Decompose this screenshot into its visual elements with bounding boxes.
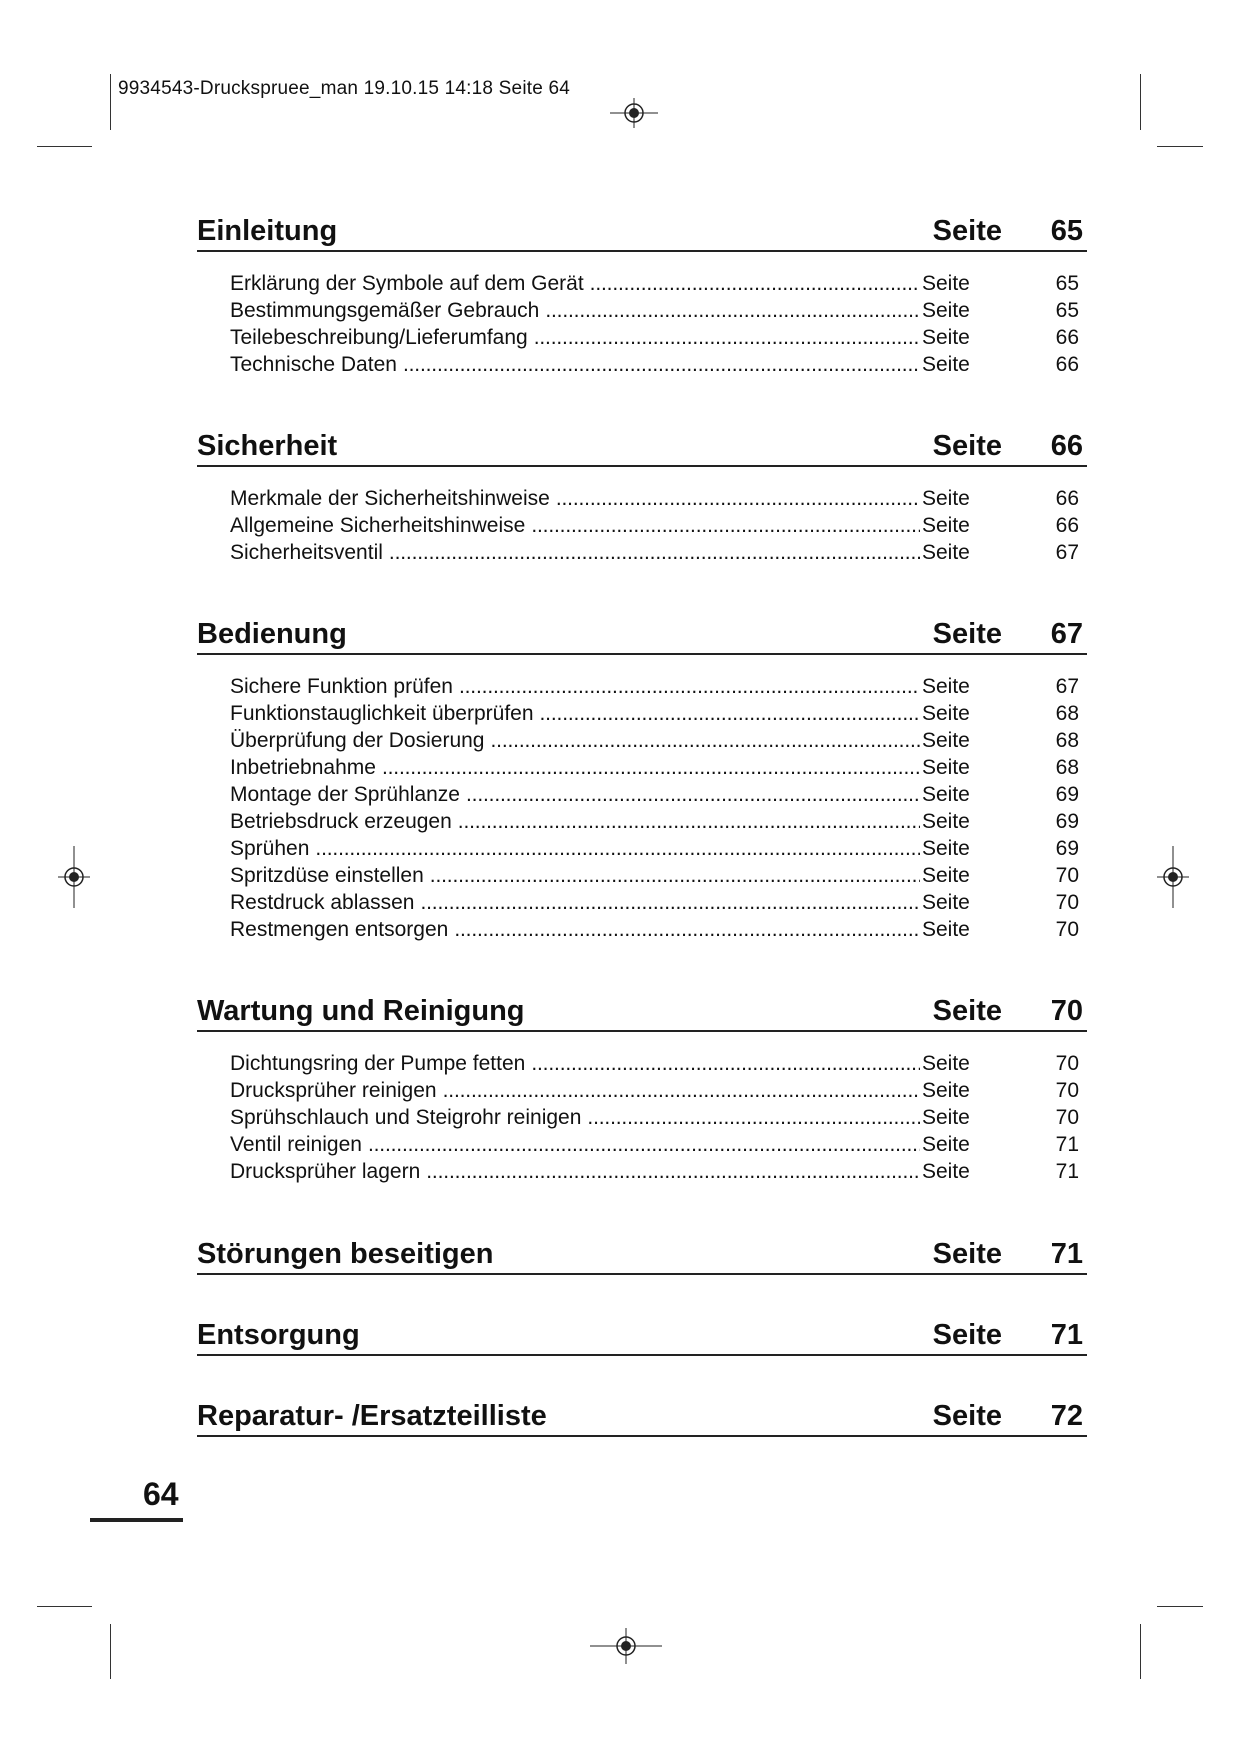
entry-page-number: 67 xyxy=(1055,675,1079,698)
entry-title: Dichtungsring der Pumpe fetten xyxy=(230,1052,526,1075)
section-seite-label: Seite xyxy=(932,1238,1002,1270)
toc-section xyxy=(197,1391,1087,1437)
entry-title: Restdruck ablassen xyxy=(230,891,415,914)
entry-title: Funktionstauglichkeit überprüfen xyxy=(230,702,534,725)
entry-page-number: 66 xyxy=(1055,326,1079,349)
dot-leader xyxy=(420,889,920,916)
entry-title: Restmengen entsorgen xyxy=(230,918,449,941)
toc-section-heading[interactable] xyxy=(197,609,1087,655)
section-page-number: 71 xyxy=(1050,1319,1083,1351)
toc-entry[interactable] xyxy=(230,1104,1087,1131)
registration-mark-icon xyxy=(58,846,90,908)
section-seite-label: Seite xyxy=(932,995,1002,1027)
entry-page-number: 70 xyxy=(1055,864,1079,887)
entry-seite-label: Seite xyxy=(922,783,970,806)
toc-entry[interactable] xyxy=(230,889,1087,916)
toc-entry[interactable] xyxy=(230,1050,1087,1077)
toc-section-heading[interactable] xyxy=(197,206,1087,252)
registration-mark-icon xyxy=(610,98,658,128)
entry-seite-label: Seite xyxy=(922,1106,970,1129)
toc-section xyxy=(197,421,1087,566)
entry-page-number: 70 xyxy=(1055,891,1079,914)
entry-title: Bestimmungsgemäßer Gebrauch xyxy=(230,299,540,322)
entry-title: Technische Daten xyxy=(230,353,397,376)
toc-section-heading[interactable] xyxy=(197,986,1087,1032)
entry-title: Sprühen xyxy=(230,837,310,860)
section-title: Entsorgung xyxy=(197,1319,360,1351)
entry-title: Merkmale der Sicherheitshinweise xyxy=(230,487,550,510)
entry-seite-label: Seite xyxy=(922,837,970,860)
page-number: 64 xyxy=(143,1476,179,1512)
section-page-number: 66 xyxy=(1050,430,1083,462)
dot-leader xyxy=(534,324,920,351)
entry-page-number: 70 xyxy=(1055,918,1079,941)
dot-leader xyxy=(590,270,920,297)
entry-page-number: 68 xyxy=(1055,702,1079,725)
crop-mark xyxy=(1140,1624,1141,1679)
section-title: Sicherheit xyxy=(197,430,338,462)
entry-seite-label: Seite xyxy=(922,891,970,914)
section-page-number: 71 xyxy=(1050,1238,1083,1270)
dot-leader xyxy=(459,673,920,700)
toc-section xyxy=(197,1310,1087,1356)
entry-page-number: 66 xyxy=(1055,514,1079,537)
dot-leader xyxy=(403,351,920,378)
dot-leader xyxy=(556,485,920,512)
entry-page-number: 69 xyxy=(1055,837,1079,860)
toc-entry[interactable] xyxy=(230,727,1087,754)
entry-seite-label: Seite xyxy=(922,1079,970,1102)
section-title: Störungen beseitigen xyxy=(197,1238,494,1270)
entry-seite-label: Seite xyxy=(922,1160,970,1183)
dot-leader xyxy=(531,512,920,539)
entry-seite-label: Seite xyxy=(922,299,970,322)
entry-seite-label: Seite xyxy=(922,702,970,725)
entry-title: Inbetriebnahme xyxy=(230,756,376,779)
toc-entry[interactable] xyxy=(230,1131,1087,1158)
dot-leader xyxy=(490,727,920,754)
dot-leader xyxy=(454,916,920,943)
toc-entries xyxy=(197,1032,1087,1185)
print-slug: 9934543-Druckspruee_man 19.10.15 14:18 Seite 64 xyxy=(118,78,570,99)
entry-page-number: 70 xyxy=(1055,1052,1079,1075)
section-title: Einleitung xyxy=(197,215,338,247)
section-title: Wartung und Reinigung xyxy=(197,995,525,1027)
dot-leader xyxy=(430,862,920,889)
section-seite-label: Seite xyxy=(932,430,1002,462)
entry-seite-label: Seite xyxy=(922,353,970,376)
entry-title: Spritzdüse einstellen xyxy=(230,864,424,887)
entry-seite-label: Seite xyxy=(922,326,970,349)
toc-entries xyxy=(197,252,1087,378)
toc-entry[interactable] xyxy=(230,808,1087,835)
toc-entry[interactable] xyxy=(230,1077,1087,1104)
section-title: Reparatur- /Ersatzteilliste xyxy=(197,1400,547,1432)
entry-title: Sicherheitsventil xyxy=(230,541,383,564)
toc-entry[interactable] xyxy=(230,781,1087,808)
entry-page-number: 69 xyxy=(1055,810,1079,833)
section-seite-label: Seite xyxy=(932,1319,1002,1351)
crop-mark xyxy=(110,74,111,130)
entry-seite-label: Seite xyxy=(922,487,970,510)
dot-leader xyxy=(382,754,920,781)
toc-entry[interactable] xyxy=(230,835,1087,862)
crop-mark xyxy=(37,1606,92,1607)
toc-section-heading[interactable] xyxy=(197,1391,1087,1437)
page-number-rule xyxy=(90,1518,183,1522)
toc-section-heading[interactable] xyxy=(197,1310,1087,1356)
toc-entries xyxy=(197,655,1087,943)
dot-leader xyxy=(315,835,920,862)
section-title: Bedienung xyxy=(197,618,347,650)
entry-title: Allgemeine Sicherheitshinweise xyxy=(230,514,526,537)
toc-entry[interactable] xyxy=(230,324,1087,351)
entry-page-number: 66 xyxy=(1055,487,1079,510)
dot-leader xyxy=(458,808,920,835)
toc-entry[interactable] xyxy=(230,485,1087,512)
entry-page-number: 70 xyxy=(1055,1079,1079,1102)
entry-seite-label: Seite xyxy=(922,1133,970,1156)
entry-seite-label: Seite xyxy=(922,514,970,537)
toc-entry[interactable] xyxy=(230,1158,1087,1185)
dot-leader xyxy=(587,1104,920,1131)
entry-title: Drucksprüher lagern xyxy=(230,1160,421,1183)
entry-seite-label: Seite xyxy=(922,675,970,698)
dot-leader xyxy=(443,1077,920,1104)
entry-title: Montage der Sprühlanze xyxy=(230,783,460,806)
entry-page-number: 71 xyxy=(1055,1160,1079,1183)
entry-seite-label: Seite xyxy=(922,1052,970,1075)
entry-seite-label: Seite xyxy=(922,918,970,941)
entry-title: Teilebeschreibung/Lieferumfang xyxy=(230,326,528,349)
crop-mark xyxy=(1157,1606,1203,1607)
toc-entry[interactable] xyxy=(230,673,1087,700)
dot-leader xyxy=(368,1131,920,1158)
entry-seite-label: Seite xyxy=(922,756,970,779)
toc-entry[interactable] xyxy=(230,351,1087,378)
entry-page-number: 70 xyxy=(1055,1106,1079,1129)
toc-entries xyxy=(197,467,1087,566)
entry-title: Sprühschlauch und Steigrohr reinigen xyxy=(230,1106,582,1129)
entry-title: Ventil reinigen xyxy=(230,1133,362,1156)
entry-seite-label: Seite xyxy=(922,729,970,752)
entry-page-number: 69 xyxy=(1055,783,1079,806)
dot-leader xyxy=(545,297,920,324)
crop-mark xyxy=(110,1624,111,1679)
entry-title: Sichere Funktion prüfen xyxy=(230,675,453,698)
crop-mark xyxy=(1157,146,1203,147)
dot-leader xyxy=(426,1158,920,1185)
entry-page-number: 68 xyxy=(1055,756,1079,779)
section-seite-label: Seite xyxy=(932,215,1002,247)
entry-seite-label: Seite xyxy=(922,541,970,564)
section-page-number: 72 xyxy=(1050,1400,1083,1432)
dot-leader xyxy=(389,539,920,566)
crop-mark xyxy=(1140,74,1141,130)
toc-entry[interactable] xyxy=(230,297,1087,324)
toc-section xyxy=(197,986,1087,1185)
registration-mark-icon xyxy=(590,1628,662,1664)
section-seite-label: Seite xyxy=(932,1400,1002,1432)
entry-title: Betriebsdruck erzeugen xyxy=(230,810,452,833)
entry-page-number: 67 xyxy=(1055,541,1079,564)
toc-section xyxy=(197,1229,1087,1275)
toc-entry[interactable] xyxy=(230,916,1087,943)
registration-mark-icon xyxy=(1157,846,1189,908)
section-page-number: 67 xyxy=(1050,618,1083,650)
dot-leader xyxy=(540,700,920,727)
entry-title: Drucksprüher reinigen xyxy=(230,1079,437,1102)
entry-page-number: 71 xyxy=(1055,1133,1079,1156)
dot-leader xyxy=(531,1050,920,1077)
section-seite-label: Seite xyxy=(932,618,1002,650)
toc-entry[interactable] xyxy=(230,862,1087,889)
entry-page-number: 66 xyxy=(1055,353,1079,376)
toc-section xyxy=(197,609,1087,943)
section-page-number: 70 xyxy=(1050,995,1083,1027)
entry-page-number: 68 xyxy=(1055,729,1079,752)
entry-seite-label: Seite xyxy=(922,864,970,887)
toc-section-heading[interactable] xyxy=(197,1229,1087,1275)
toc-entry[interactable] xyxy=(230,512,1087,539)
toc-entry[interactable] xyxy=(230,270,1087,297)
dot-leader xyxy=(466,781,920,808)
entry-seite-label: Seite xyxy=(922,272,970,295)
toc-section-heading[interactable] xyxy=(197,421,1087,467)
toc-section xyxy=(197,206,1087,378)
crop-mark xyxy=(37,146,92,147)
toc-entry[interactable] xyxy=(230,700,1087,727)
entry-title: Erklärung der Symbole auf dem Gerät xyxy=(230,272,584,295)
entry-page-number: 65 xyxy=(1055,299,1079,322)
entry-title: Überprüfung der Dosierung xyxy=(230,729,485,752)
toc-entry[interactable] xyxy=(230,539,1087,566)
section-page-number: 65 xyxy=(1050,215,1083,247)
toc-entry[interactable] xyxy=(230,754,1087,781)
entry-page-number: 65 xyxy=(1055,272,1079,295)
entry-seite-label: Seite xyxy=(922,810,970,833)
